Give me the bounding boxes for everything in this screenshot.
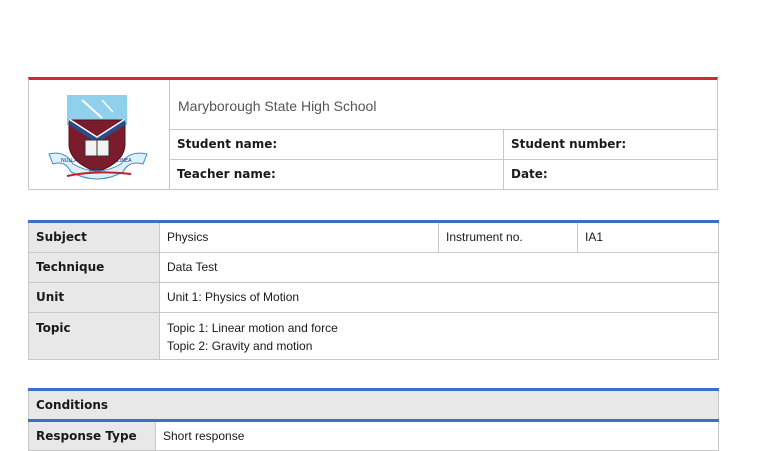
student-number-label: Student number: — [511, 137, 627, 151]
topic-line: Topic 1: Linear motion and force — [167, 321, 338, 335]
topic-line: Topic 2: Gravity and motion — [167, 339, 313, 353]
topic-label: Topic — [29, 313, 160, 360]
date-label: Date: — [511, 167, 548, 181]
subject-value: Physics — [160, 222, 439, 253]
teacher-name-label: Teacher name: — [170, 160, 504, 190]
response-type-value: Short response — [156, 421, 719, 451]
svg-text:NULLA: NULLA — [61, 158, 78, 164]
unit-value: Unit 1: Physics of Motion — [160, 283, 719, 313]
subject-table — [28, 220, 719, 360]
student-name-label: Student name: — [170, 130, 504, 160]
technique-label: Technique — [29, 253, 160, 283]
school-name: Maryborough State High School — [170, 80, 717, 130]
student-row — [170, 130, 717, 160]
technique-value: Data Test — [160, 253, 719, 283]
header-block — [28, 77, 718, 190]
svg-text:DIES: DIES — [89, 168, 101, 174]
school-crest-icon — [47, 92, 151, 182]
instrument-label: Instrument no. — [439, 222, 578, 253]
teacher-row — [170, 160, 717, 190]
conditions-heading: Conditions — [29, 390, 719, 421]
svg-text:LINEA: LINEA — [117, 158, 132, 164]
unit-label: Unit — [29, 283, 160, 313]
topic-value — [160, 313, 719, 360]
subject-label: Subject — [29, 222, 160, 253]
conditions-table — [28, 388, 719, 451]
instrument-value: IA1 — [578, 222, 719, 253]
logo-cell — [29, 80, 170, 190]
response-type-label: Response Type — [29, 421, 156, 451]
